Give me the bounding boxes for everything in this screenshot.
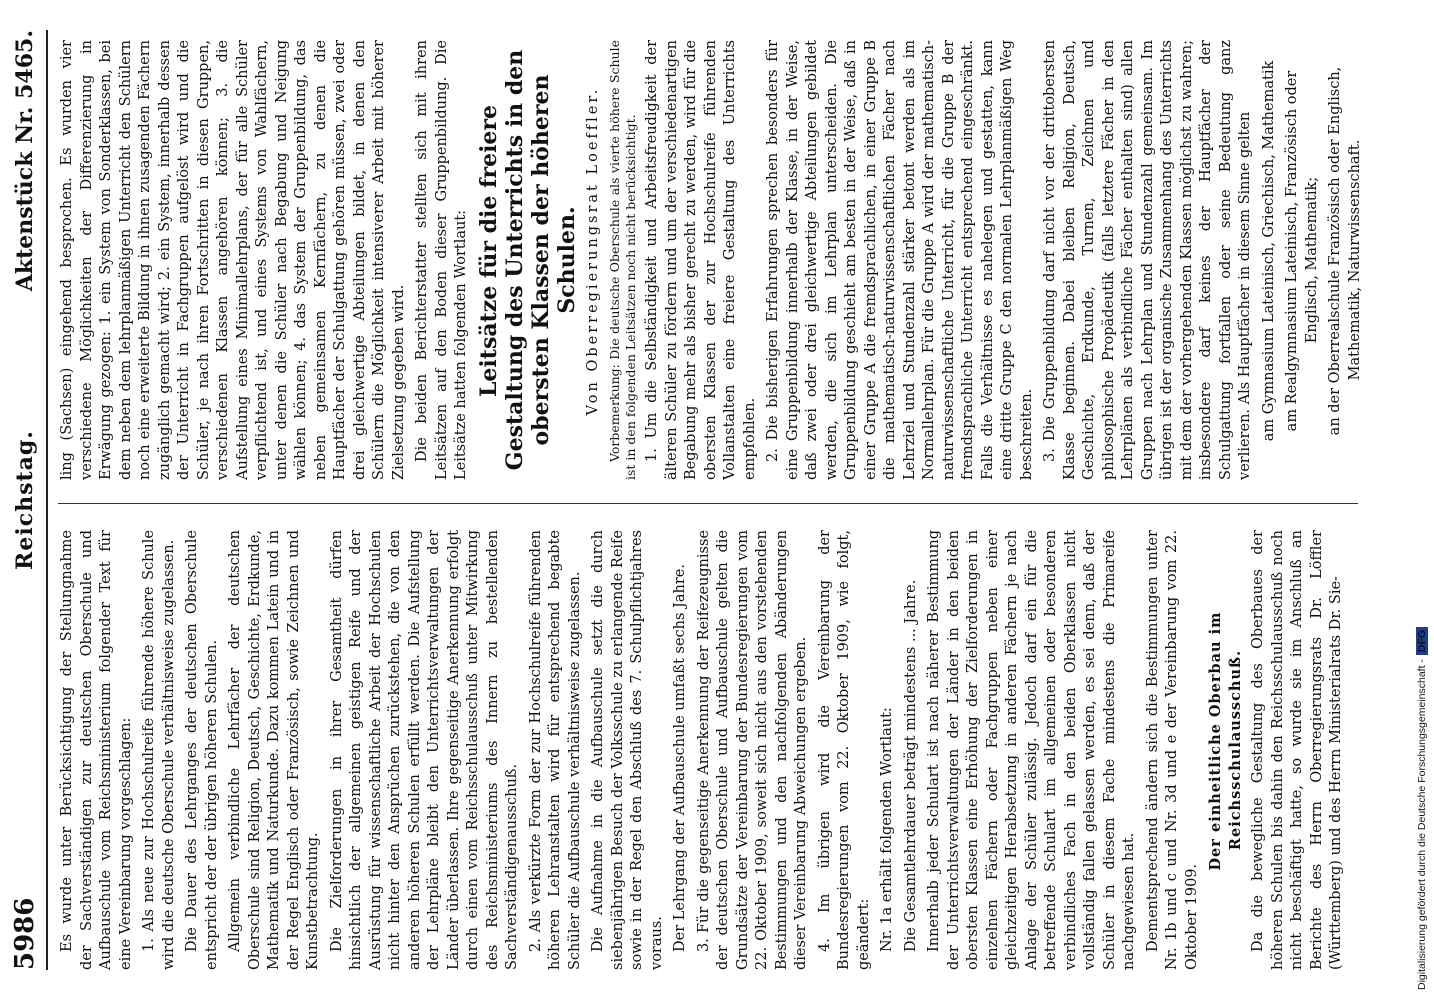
paragraph: Die Dauer des Lehrganges der deutschen Oberschule entspricht der der übrigen höheren Schulen.: [184, 530, 220, 970]
paragraph: 4. Im übrigen wird die Vereinbarung der Bundesregierungen vom 22. Oktober 1909, wie folgt, geändert:: [816, 530, 872, 970]
page-number: 5986: [10, 897, 40, 970]
section-title: Leitsätze für die freiere Gestaltung des Unterrichts in den obersten Klassen der höheren Schulen.: [475, 49, 580, 471]
preliminary-note: Vorbemerkung: Die deutsche Oberschule als vierte höhere Schule ist in den folgenden Leitsätzen noch nicht berücksichtigt.: [607, 40, 638, 480]
paragraph: Innerhalb jeder Schulart ist nach näherer Bestimmung der Unterrichtsverwaltungen der Länder in den beiden obersten Klassen eine Erhöhung der Zielforderungen in einzelnen Fächern oder Fachgruppen neben einer gleichzeitigen Herabsetzung in anderen Fächern je nach Anlage der Schüler zulässig. Jedoch darf ein für die betreffende Schulart im allgemeinen oder besonderen verbindliches Fach in den beiden Oberklassen nicht vollständig fallen gelassen werden, es sei denn, daß der Schüler in diesem Fache mindestens die Primareife nachgewiesen hat.: [926, 530, 1137, 970]
paragraph: Die Zielforderungen in ihrer Gesamtheit dürfen hinsichtlich der allgemeinen geistigen Reife und der Ausrüstung für wissenschaftliche Arbeit der Hochschulen nicht hinter den Ansprüchen zurückstehen, die von den anderen höheren Schulen erfüllt werden. Die Aufstellung der Lehrpläne bleibt den Unterrichtsverwaltungen der Länder überlassen. Ihre gegenseitige Anerkennung erfolgt durch einen vom Reichsschulausschuß unter Mitwirkung des Reichsministeriums des Innern zu bestellenden Sachverständigenausschuß.: [328, 530, 520, 970]
paragraph: 3. Für die gegenseitige Anerkennung der Reifezeugnisse der deutschen Oberschule und Aufbauschule gelten die Grundsätze der Vereinbarung der Bundesregierungen vom 22. Oktober 1909, soweit sich nicht aus den vorstehenden Bestimmungen und den nachfolgenden Abänderungen dieser Vereinbarung Abweichungen ergeben.: [695, 530, 809, 970]
document-number: Aktenstück Nr. 5465.: [12, 30, 38, 292]
paragraph: 2. Als verkürzte Form der zur Hochschulreife führenden höheren Lehranstalten wird für entsprechend begabte Schüler die Aufbauschule verhältnisweise zugelassen.: [527, 530, 583, 970]
page-title: Reichstag.: [12, 430, 38, 570]
school-item: am Realgymnasium Lateinisch, Französisch oder Englisch, Mathematik;: [1284, 70, 1320, 432]
digitization-credit: [1412, 0, 1434, 1000]
paragraph: Nr. 1a erhält folgenden Wortlaut:: [879, 707, 895, 952]
school-item: am Gymnasium Lateinisch, Griechisch, Mathematik: [1260, 60, 1277, 442]
paragraph: 1. Als neue zur Hochschulreife führende höhere Schule wird die deutsche Oberschule verhältnisweise zugelassen.: [141, 530, 177, 970]
paragraph: ling (Sachsen) eingehend besprochen. Es wurden vier verschiedene Möglichkeiten der Differenzierung in Erwägung gezogen: 1. ein System von Sonderklassen, bei dem neben dem lehrplanmäßigen Unterricht den Schülern noch eine erweiterte Bildung in ihnen zusagenden Fächern zugänglich gemacht wird; 2. ein System, innerhalb dessen der Unterricht in Fachgruppen aufgelöst wird und die Schüler, je nach ihren Fortschritten in diesen Gruppen, verschiedenen Klassen angehören können; 3. die Aufstellung eines Minimallehrplans, der für alle Schüler verpflichtend ist, und eines Systems von Wahlfächern, unter denen die Schüler nach Begabung und Neigung wählen können; 4. das System der Gruppenbildung, das neben gemeinsamen Kernfächern, zu denen die Hauptfächer der Schulgattung gehören müssen, zwei oder drei gleichwertige Abteilungen bildet, in denen den Schülern die Möglichkeit intensiverer Arbeit mit höherer Zielsetzung gegeben wird.: [59, 40, 407, 480]
header-rule: [46, 30, 48, 970]
paragraph: Es wurde unter Berücksichtigung der Stellungnahme der Sachverständigen zur deutschen Oberschule und Aufbauschule vom Reichsministerium folgender Text für eine Vereinbarung vorgeschlagen:: [59, 530, 134, 970]
numbered-point: 2. Die bisherigen Erfahrungen sprechen besonders für eine Gruppenbildung innerhalb der Klasse, in der Weise, daß zwei oder drei gleichwertige Abteilungen gebildet werden, die sich im Lehrplan unterscheiden. Die Gruppenbildung geschieht am besten in der Weise, daß in einer Gruppe A die fremdsprachlichen, in einer Gruppe B die mathematisch-naturwissenschaftlichen Fächer nach Lehrziel und Stundenzahl stärker betont werden als im Normallehrplan. Für die Gruppe A wird der mathematisch-naturwissenschaftliche Unterricht, für die Gruppe B der fremdsprachliche Unterricht entsprechend eingeschränkt. Falls die Verhältnisse es nahelegen und gestatten, kann eine dritte Gruppe C den normalen Lehrplanmäßigen Weg beschreiten.: [765, 40, 1035, 480]
paragraph: Allgemein verbindliche Lehrfächer der deutschen Oberschule sind Religion, Deutsch, Geschichte, Erdkunde, Mathematik und Naturkunde. Dazu kommen Latein und in der Regel Englisch oder Französisch, sowie Zeichnen und Kunstbetrachtung.: [227, 530, 321, 970]
page-header: [10, 30, 42, 970]
numbered-point: 1. Um die Selbständigkeit und Arbeitsfreudigkeit der älteren Schüler zu fördern und um der verschiedenartigen Begabung mehr als bisher gerecht zu werden, wird für die obersten Klassen der zur Hochschulreife führenden Vollanstalten eine freiere Gestaltung des Unterrichts empfohlen.: [644, 40, 758, 480]
byline: Von Oberregierungsrat Loeffler.: [584, 86, 601, 416]
paragraph: Dementsprechend ändern sich die Bestimmungen unter Nr. 1b und c und Nr. 3d und e der Vereinbarung vom 22. Oktober 1909.: [1144, 530, 1200, 970]
paragraph: Der Lehrgang der Aufbauschule umfaßt sechs Jahre.: [672, 564, 688, 952]
school-item: an der Oberrealschule Französisch oder Englisch, Mathematik, Naturwissenschaft.: [1327, 66, 1363, 436]
left-column: [58, 530, 1351, 970]
section-subhead: Der einheitliche Oberbau im Reichsschulausschuß.: [1207, 611, 1244, 871]
paragraph: Die Aufnahme in die Aufbauschule setzt die durch siebenjährigen Besuch der Volksschule zu erlangende Reife sowie in der Regel den Abschluß des 7. Schulpflichtjahres voraus.: [590, 530, 665, 970]
credit-text-wrap: [1416, 627, 1428, 990]
column-divider: [58, 503, 1358, 504]
dfg-logo: DFG: [1416, 627, 1428, 655]
paragraph: Die Gesamtlehrdauer beträgt mindestens ... Jahre.: [902, 579, 919, 952]
right-column: [58, 40, 1369, 480]
numbered-point: 3. Die Gruppenbildung darf nicht vor der drittobersten Klasse beginnen. Dabei bleiben Religion, Deutsch, Geschichte, Erdkunde, Turnen, Zeichnen und philosophische Propädeutik (falls letztere Fächer in den Lehrplänen als verbindliche Fächer enthalten sind) allen Gruppen nach Lehrplan und Stundenzahl gemeinsam. Im übrigen ist der organische Zusammenhang des Unterrichts mit dem der vorhergehenden Klassen möglichst zu wahren; insbesondere darf keines der Hauptfächer der Schulgattung fortfallen oder seine Bedeutung ganz verlieren. Als Hauptfächer in diesem Sinne gelten: [1042, 40, 1253, 480]
credit-text: Digitalisierung gefördert durch die Deutsche Forschungsgemeinschaft -: [1416, 659, 1428, 990]
paragraph: Die beiden Berichterstatter stellten sich mit ihren Leitsätzen auf den Boden dieser Gruppenbildung. Die Leitsätze hatten folgenden Wortlaut:: [414, 40, 469, 480]
paragraph: Da die bewegliche Gestaltung des Oberbaues der höheren Schulen bis dahin den Reichsschulausschuß noch nicht beschäftigt hatte, so wurde sie im Anschluß an Berichte des Herrn Oberregierungsrats Dr. Löffler (Württemberg) und des Herrn Ministerialrats Dr. Sie-: [1250, 530, 1344, 970]
